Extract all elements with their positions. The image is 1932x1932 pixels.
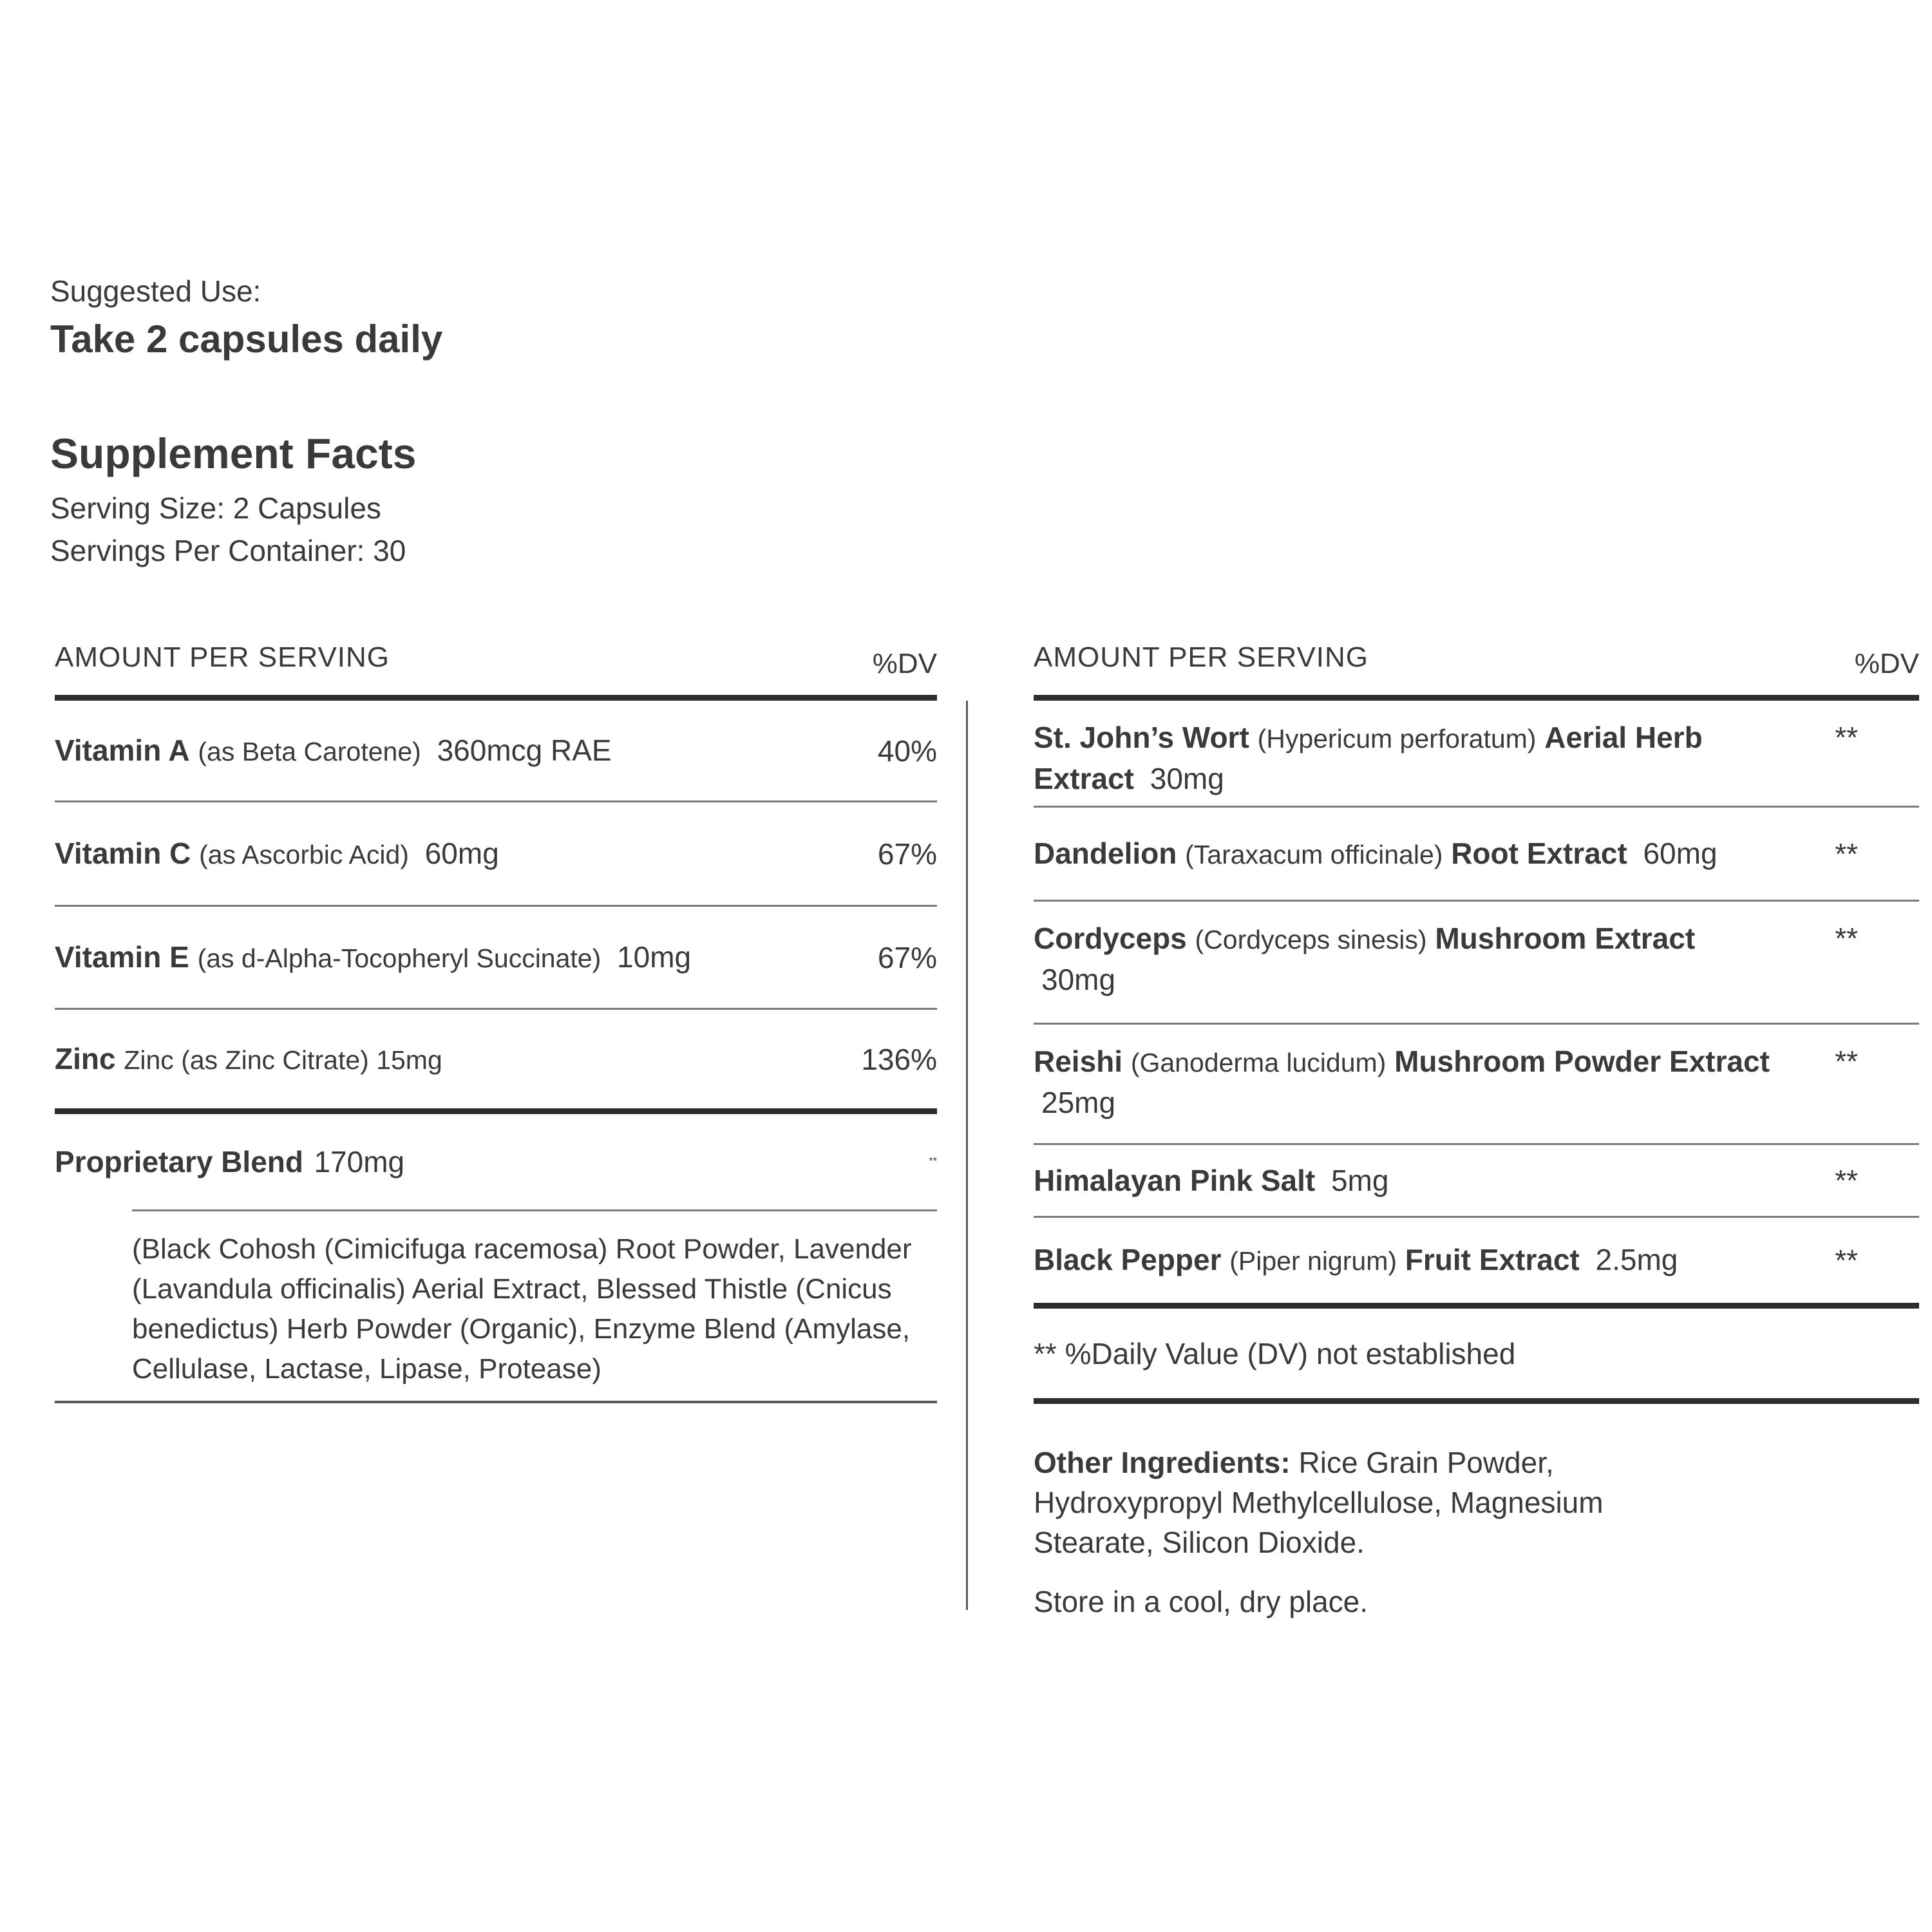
ingredient-text [1034, 1240, 1774, 1281]
table-header-left [55, 638, 937, 701]
ingredient-text [1034, 717, 1774, 799]
ingredient-amount: 60mg [424, 836, 499, 870]
ingredient-detail: (as d-Alpha-Tocopheryl Succinate) [197, 943, 601, 973]
table-row-himalayan-pink-salt [1034, 1145, 1919, 1218]
proprietary-blend-description: (Black Cohosh (Cimicifuga racemosa) Root Powder, Lavender (Lavandula officinalis) Aerial Extract, Blessed Thistle (Cnicus benedictus) Herb Powder (Organic), Enzyme Blend (Amylase, Cellulase, Lactase, Lipase, Protease) [132, 1233, 912, 1385]
dv-value: ** [1835, 922, 1858, 955]
servings-per-container: Servings Per Container: 30 [50, 534, 406, 567]
amount-per-serving-header: AMOUNT PER SERVING [1034, 641, 1369, 673]
ingredient-name: Dandelion [1034, 836, 1177, 870]
dv-value: 67% [877, 940, 937, 974]
ingredient-name: Black Pepper [1034, 1243, 1222, 1276]
ingredient-form: Aerial Herb Extract [1034, 721, 1703, 795]
table-row-reishi [1034, 1025, 1919, 1145]
storage-note: Store in a cool, dry place. [1034, 1585, 1368, 1618]
amount-per-serving-header: AMOUNT PER SERVING [55, 641, 390, 673]
nutrient-table-left [55, 638, 937, 1403]
serving-size: Serving Size: 2 Capsules [50, 491, 381, 525]
ingredient-name: Reishi [1034, 1045, 1123, 1078]
ingredient-name: Vitamin C [55, 836, 191, 870]
ingredient-text [1034, 1160, 1774, 1200]
ingredient-text [1034, 833, 1774, 875]
ingredient-name: Proprietary Blend [55, 1145, 303, 1179]
ingredient-name: Cordyceps [1034, 922, 1187, 955]
ingredient-text [55, 937, 853, 978]
dv-value: 67% [877, 837, 937, 871]
ingredient-name: St. John’s Wort [1034, 721, 1249, 754]
table-header-right [1034, 638, 1919, 701]
ingredient-form: Mushroom Powder Extract [1394, 1045, 1770, 1078]
dv-value: ** [1835, 1164, 1858, 1197]
table-row-st-johns-wort [1034, 701, 1919, 808]
ingredient-name: Zinc [55, 1041, 116, 1075]
table-row-dandelion [1034, 808, 1919, 902]
other-ingredients [1034, 1443, 1665, 1562]
ingredient-text [1034, 1041, 1774, 1122]
dv-value: ** [929, 1156, 937, 1167]
suggested-use-label: Suggested Use: [50, 274, 261, 308]
ingredient-amount: 2.5mg [1595, 1243, 1678, 1276]
ingredient-detail: (Cordyceps sinesis) [1195, 925, 1427, 954]
supplement-facts-title: Supplement Facts [50, 430, 417, 477]
ingredient-amount: 10mg [617, 940, 692, 974]
ingredient-name: Vitamin A [55, 733, 190, 767]
ingredient-detail: (Taraxacum officinale) [1185, 839, 1443, 869]
ingredient-form: Root Extract [1451, 836, 1627, 870]
table-row-cordyceps [1034, 902, 1919, 1025]
other-ingredients-label: Other Ingredients: [1034, 1446, 1291, 1479]
ingredient-amount: 30mg [1150, 762, 1224, 795]
table-row-vitamin-c [55, 802, 937, 907]
label-top-block [50, 272, 442, 569]
ingredient-name: Vitamin E [55, 940, 189, 974]
ingredient-detail: Zinc (as Zinc Citrate) 15mg [124, 1045, 442, 1075]
dv-value: 40% [877, 734, 937, 768]
ingredient-detail: (as Beta Carotene) [198, 736, 421, 766]
footnote-text: ** %Daily Value (DV) not established [1034, 1336, 1516, 1370]
nutrient-table-right [1034, 638, 1919, 1622]
dv-value: 136% [861, 1042, 937, 1076]
table-row-zinc [55, 1010, 937, 1114]
ingredient-text [55, 1039, 853, 1080]
ingredient-amount: 170mg [314, 1145, 405, 1179]
ingredient-amount: 60mg [1643, 836, 1718, 870]
ingredient-amount: 5mg [1331, 1164, 1389, 1197]
proprietary-blend-row [55, 1114, 937, 1209]
ingredient-form: Mushroom Extract [1435, 922, 1696, 955]
ingredient-detail: (as Ascorbic Acid) [199, 839, 409, 869]
dv-value: ** [1835, 1244, 1858, 1277]
dv-value: ** [1835, 837, 1858, 871]
percent-dv-header: %DV [872, 648, 937, 679]
ingredient-text [55, 833, 853, 875]
dv-value: ** [1835, 1045, 1858, 1078]
dv-value: ** [1835, 721, 1858, 754]
ingredient-detail: (Piper nigrum) [1229, 1246, 1397, 1276]
ingredient-text [1034, 918, 1774, 999]
ingredient-detail: (Hypericum perforatum) [1257, 724, 1537, 753]
suggested-use-instruction: Take 2 capsules daily [50, 317, 443, 361]
daily-value-footnote [1034, 1309, 1919, 1404]
percent-dv-header: %DV [1854, 648, 1919, 679]
left-table-bottom-rule [55, 1401, 937, 1403]
table-row-black-pepper [1034, 1218, 1919, 1309]
ingredient-detail: (Ganoderma lucidum) [1130, 1048, 1387, 1077]
other-ingredients-text: Rice Grain Powder, Hydroxypropyl Methylcellulose, Magnesium Stearate, Silicon Dioxide. [1034, 1446, 1604, 1559]
column-divider [966, 701, 968, 1610]
table-row-vitamin-e [55, 907, 937, 1010]
ingredient-form: Fruit Extract [1405, 1243, 1580, 1276]
ingredient-amount: 30mg [1041, 963, 1116, 996]
ingredient-text [55, 1144, 929, 1179]
table-row-vitamin-a [55, 701, 937, 802]
ingredient-amount: 360mcg RAE [437, 733, 612, 767]
ingredient-text [55, 730, 853, 772]
ingredient-amount: 25mg [1041, 1086, 1116, 1119]
ingredient-name: Himalayan Pink Salt [1034, 1164, 1316, 1197]
